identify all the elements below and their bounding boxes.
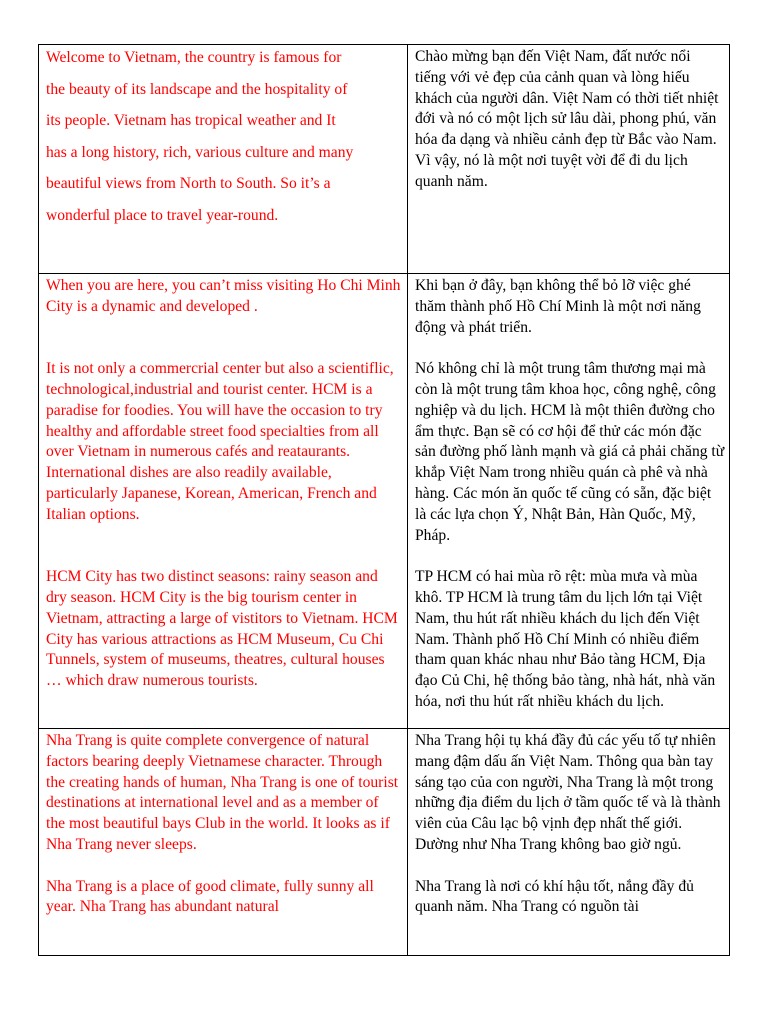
bilingual-table [38,44,730,956]
english-line: its people. Vietnam has tropical weather and It [46,112,336,129]
english-line: beautiful views from North to South. So it’s a [46,175,331,192]
english-paragraph: Nha Trang is quite complete convergence of natural factors bearing deeply Vietnamese character. Through the creating hands of human, Nha Trang is one of tourist destinations at international level and as a member of the most beautiful bays Club in the world. It looks as if Nha Trang never sleeps. [46,732,399,853]
vietnamese-paragraph: Khi bạn ở đây, bạn không thể bỏ lỡ việc ghé thăm thành phố Hồ Chí Minh là một nơi năng động và phát triển. [415,277,701,336]
english-paragraph: When you are here, you can’t miss visiting Ho Chi Minh City is a dynamic and developed . [46,277,401,315]
vietnamese-cell [408,45,730,274]
english-line: has a long history, rich, various culture and many [46,143,354,161]
english-cell [39,45,408,274]
vietnamese-paragraph: TP HCM có hai mùa rõ rệt: mùa mưa và mùa khô. TP HCM là trung tâm du lịch lớn tại Việt Nam, thu hút rất nhiều khách du lịch đến Việt Nam. Thành phố Hồ Chí Minh có nhiều điểm tham quan khác nhau như Bảo tàng HCM, Địa đạo Củ Chi, hệ thống bảo tàng, nhà hát, nhà văn hóa, nơi thu hút rất nhiều khách du lịch. [415,568,716,710]
english-paragraph: Nha Trang is a place of good climate, fully sunny all year. Nha Trang has abundant natural [46,877,374,916]
table-row [39,45,730,274]
vietnamese-paragraph: Nha Trang hội tụ khá đầy đủ các yếu tố tự nhiên mang đậm dấu ấn Việt Nam. Thông qua bàn tay sáng tạo của con người, Nha Trang là một trong những địa điểm du lịch ở tầm quốc tế và là thành viên của Câu lạc bộ vịnh đẹp nhất thế giới. Dường như Nha Trang không bao giờ ngủ. [415,732,721,853]
vietnamese-paragraph: Nha Trang là nơi có khí hậu tốt, nắng đầy đủ quanh năm. Nha Trang có nguồn tài [415,877,694,916]
table-row [39,729,730,956]
english-paragraph: It is not only a commercrial center but also a scientiflic, technological,industrial and tourist center. HCM is a paradise for foodies. You will have the occasion to try healthy and affordable street food specialties from all over Vietnam in numerous cafés and reataurants. International dishes are also readily available, particularly Japanese, Korean, American, French and Italian options. [46,360,394,523]
vietnamese-cell [408,729,730,956]
english-paragraph: HCM City has two distinct seasons: rainy season and dry season. HCM City is the big tourism center in Vietnam, attracting a large of vistitors to Vietnam. HCM City has various attractions as HCM Museum, Cu Chi Tunnels, system of museums, theatres, cultural houses … which draw numerous tourists. [46,568,398,690]
vietnamese-cell [408,274,730,729]
vietnamese-paragraph: Chào mừng bạn đến Việt Nam, đất nước nổi tiếng với vẻ đẹp của cảnh quan và lòng hiếu khách của người dân. Việt Nam có thời tiết nhiệt đới và nó có một lịch sử lâu dài, phong phú, văn hóa đa dạng và nhiều cảnh đẹp từ Bắc vào Nam. Vì vậy, nó là một nơi tuyệt vời để đi du lịch quanh năm. [415,48,719,190]
english-line: Welcome to Vietnam, the country is famous for [46,49,342,66]
english-cell [39,274,408,729]
table-row [39,274,730,729]
english-cell [39,729,408,956]
english-line: the beauty of its landscape and the hospitality of [46,80,348,98]
english-line: wonderful place to travel year-round. [46,206,279,224]
vietnamese-paragraph: Nó không chỉ là một trung tâm thương mại mà còn là một trung tâm khoa học, công nghệ, công nghiệp và du lịch. HCM là một thiên đường cho ẩm thực. Bạn sẽ có cơ hội để thử các món đặc sản đường phố lành mạnh và giá cả phải chăng từ khắp Việt Nam trong nhiều quán cà phê và nhà hàng. Các món ăn quốc tế cũng có sẵn, đặc biệt là các lựa chọn Ý, Nhật Bản, Hàn Quốc, Mỹ, Pháp. [415,360,725,544]
